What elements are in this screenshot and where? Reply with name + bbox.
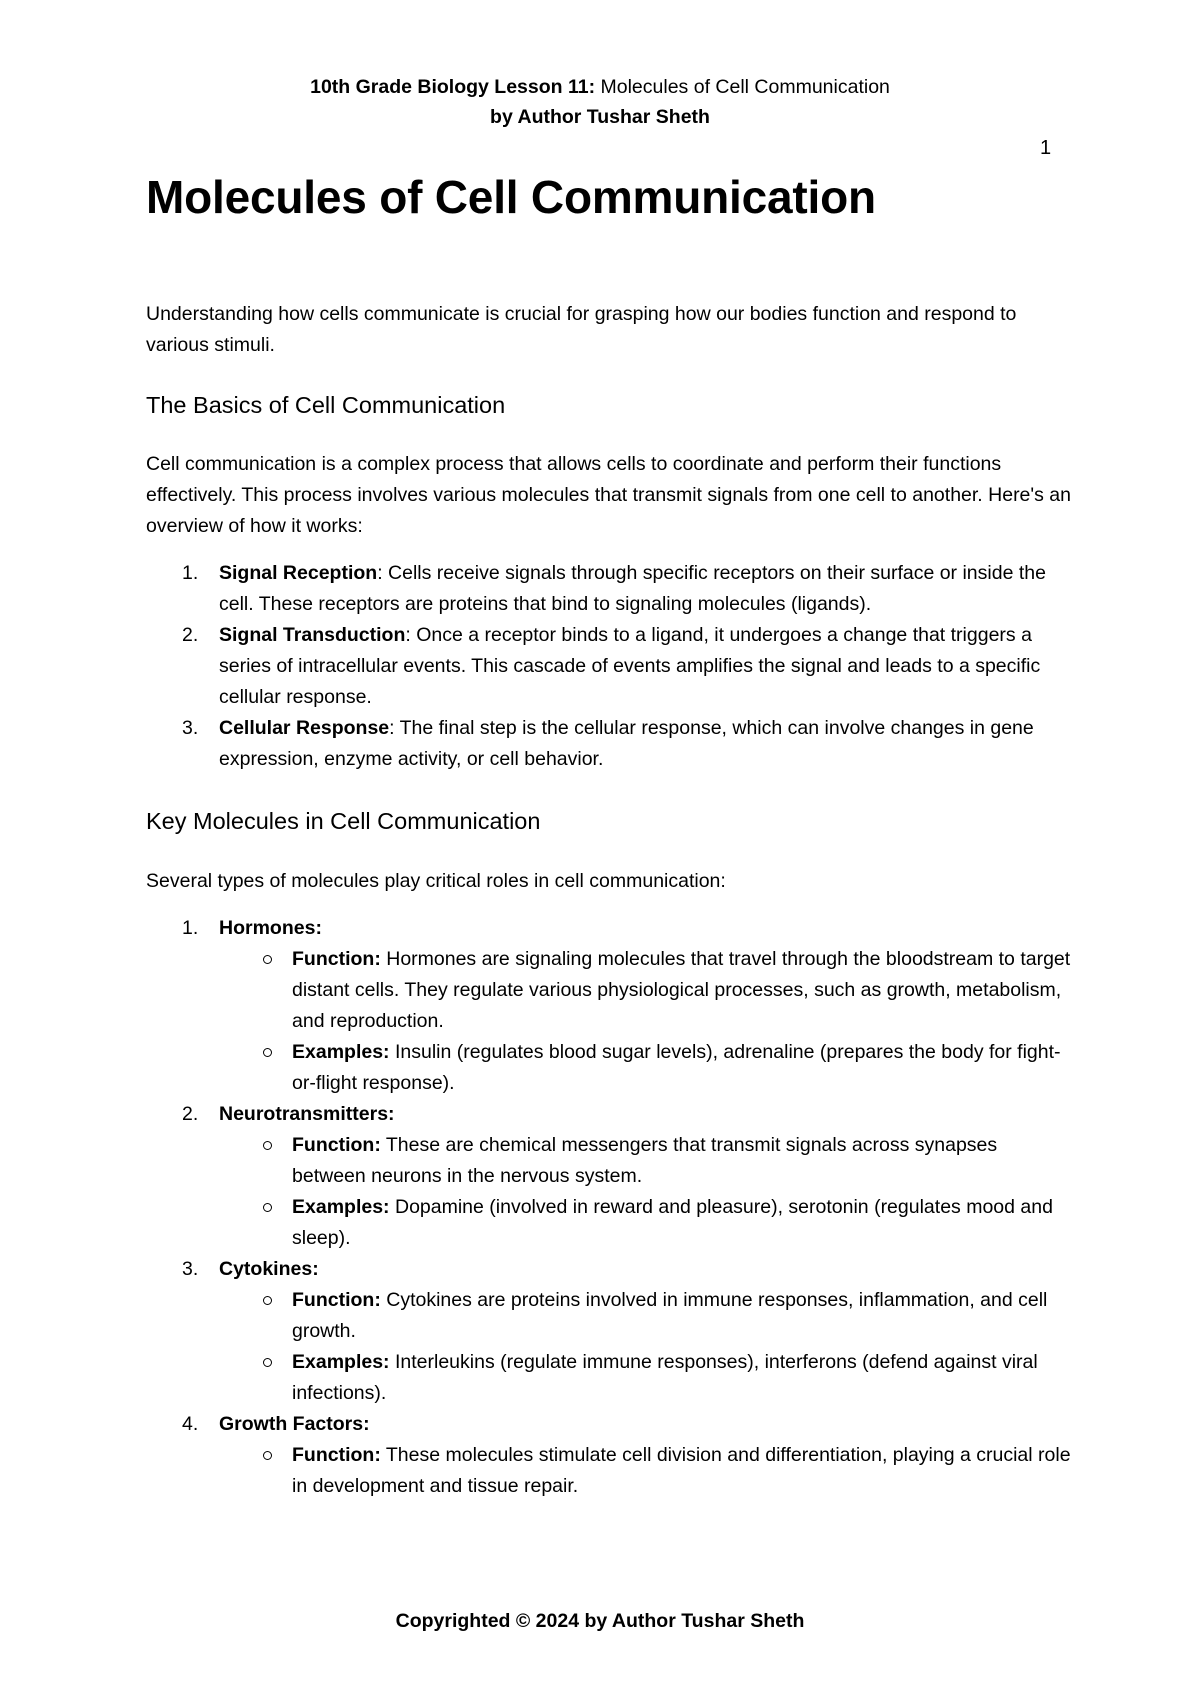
sub-list bbox=[219, 944, 1076, 1099]
page-footer: Copyrighted © 2024 by Author Tushar Sheth bbox=[395, 1610, 805, 1632]
step-text: : The final step is the cellular response, which can involve changes in gene expression, enzyme activity, or cell behavior. bbox=[219, 717, 1034, 770]
list-item bbox=[146, 713, 1076, 775]
step-term: Signal Transduction bbox=[219, 624, 406, 646]
steps-list bbox=[146, 558, 1076, 775]
key-paragraph: Several types of molecules play critical roles in cell communication: bbox=[146, 870, 726, 892]
circle-bullet-icon bbox=[263, 1203, 272, 1212]
page-content bbox=[146, 164, 1076, 1502]
function-text: Hormones are signaling molecules that travel through the bloodstream to target distant cells. They regulate various physiological processes, such as growth, metabolism, and reproduction. bbox=[292, 948, 1071, 1032]
sub-list bbox=[219, 1285, 1076, 1409]
examples-label: Examples: bbox=[292, 1041, 390, 1063]
list-number: 2. bbox=[182, 624, 199, 646]
sub-list-item bbox=[219, 1440, 1076, 1502]
list-item bbox=[146, 1099, 1076, 1254]
examples-label: Examples: bbox=[292, 1351, 390, 1373]
list-number: 3. bbox=[182, 1258, 199, 1280]
section-heading-basics: The Basics of Cell Communication bbox=[146, 392, 506, 418]
sub-list-item bbox=[219, 1285, 1076, 1347]
step-text: : Cells receive signals through specific receptors on their surface or inside the cell. These receptors are proteins that bind to signaling molecules (ligands). bbox=[219, 562, 1046, 615]
molecule-name: Neurotransmitters: bbox=[219, 1103, 395, 1125]
list-item bbox=[146, 913, 1076, 1099]
circle-bullet-icon bbox=[263, 1358, 272, 1367]
function-text: Cytokines are proteins involved in immune responses, inflammation, and cell growth. bbox=[292, 1289, 1048, 1342]
sub-list-item bbox=[219, 1037, 1076, 1099]
function-text: These are chemical messengers that transmit signals across synapses between neurons in the nervous system. bbox=[292, 1134, 998, 1187]
circle-bullet-icon bbox=[263, 1296, 272, 1305]
step-term: Signal Reception bbox=[219, 562, 378, 584]
header-lesson-label: 10th Grade Biology Lesson 11: bbox=[310, 76, 596, 98]
circle-bullet-icon bbox=[263, 955, 272, 964]
list-item bbox=[146, 620, 1076, 713]
header-author: by Author Tushar Sheth bbox=[490, 106, 710, 128]
function-text: These molecules stimulate cell division and differentiation, playing a crucial role in development and tissue repair. bbox=[292, 1444, 1071, 1497]
list-number: 3. bbox=[182, 717, 199, 739]
circle-bullet-icon bbox=[263, 1048, 272, 1057]
function-label: Function: bbox=[292, 1134, 381, 1156]
step-text: : Once a receptor binds to a ligand, it undergoes a change that triggers a series of intracellular events. This cascade of events amplifies the signal and leads to a specific cellular response. bbox=[219, 624, 1041, 708]
circle-bullet-icon bbox=[263, 1451, 272, 1460]
list-number: 2. bbox=[182, 1103, 199, 1125]
list-item bbox=[146, 558, 1076, 620]
sub-list-item bbox=[219, 1192, 1076, 1254]
page-title: Molecules of Cell Communication bbox=[146, 171, 876, 223]
examples-label: Examples: bbox=[292, 1196, 390, 1218]
list-item bbox=[146, 1409, 1076, 1502]
molecule-name: Growth Factors: bbox=[219, 1413, 370, 1435]
sub-list-item bbox=[219, 1130, 1076, 1192]
list-number: 1. bbox=[182, 562, 199, 584]
list-item bbox=[146, 1254, 1076, 1409]
sub-list-item bbox=[219, 944, 1076, 1037]
list-number: 4. bbox=[182, 1413, 199, 1435]
list-number: 1. bbox=[182, 917, 199, 939]
function-label: Function: bbox=[292, 1444, 381, 1466]
step-term: Cellular Response bbox=[219, 717, 390, 739]
function-label: Function: bbox=[292, 1289, 381, 1311]
intro-paragraph: Understanding how cells communicate is crucial for grasping how our bodies function and respond to various stimuli. bbox=[146, 303, 1017, 356]
page-number: 1 bbox=[1040, 137, 1052, 159]
sub-list bbox=[219, 1130, 1076, 1254]
basics-paragraph: Cell communication is a complex process that allows cells to coordinate and perform their functions effectively. This process involves various molecules that transmit signals from one cell to another. Here's an overview of how it works: bbox=[146, 453, 1071, 537]
molecule-name: Cytokines: bbox=[219, 1258, 319, 1280]
examples-text: Dopamine (involved in reward and pleasure), serotonin (regulates mood and sleep). bbox=[292, 1196, 1053, 1249]
molecules-list bbox=[146, 913, 1076, 1502]
circle-bullet-icon bbox=[263, 1141, 272, 1150]
sub-list-item bbox=[219, 1347, 1076, 1409]
molecule-name: Hormones: bbox=[219, 917, 322, 939]
sub-list bbox=[219, 1440, 1076, 1502]
examples-text: Interleukins (regulate immune responses), interferons (defend against viral infections). bbox=[292, 1351, 1038, 1404]
header-line-1 bbox=[0, 72, 1200, 102]
function-label: Function: bbox=[292, 948, 381, 970]
examples-text: Insulin (regulates blood sugar levels), adrenaline (prepares the body for fight-or-flight response). bbox=[292, 1041, 1061, 1094]
header-lesson-title: Molecules of Cell Communication bbox=[600, 76, 890, 98]
page-header bbox=[0, 72, 1200, 132]
section-heading-key-molecules: Key Molecules in Cell Communication bbox=[146, 808, 541, 834]
